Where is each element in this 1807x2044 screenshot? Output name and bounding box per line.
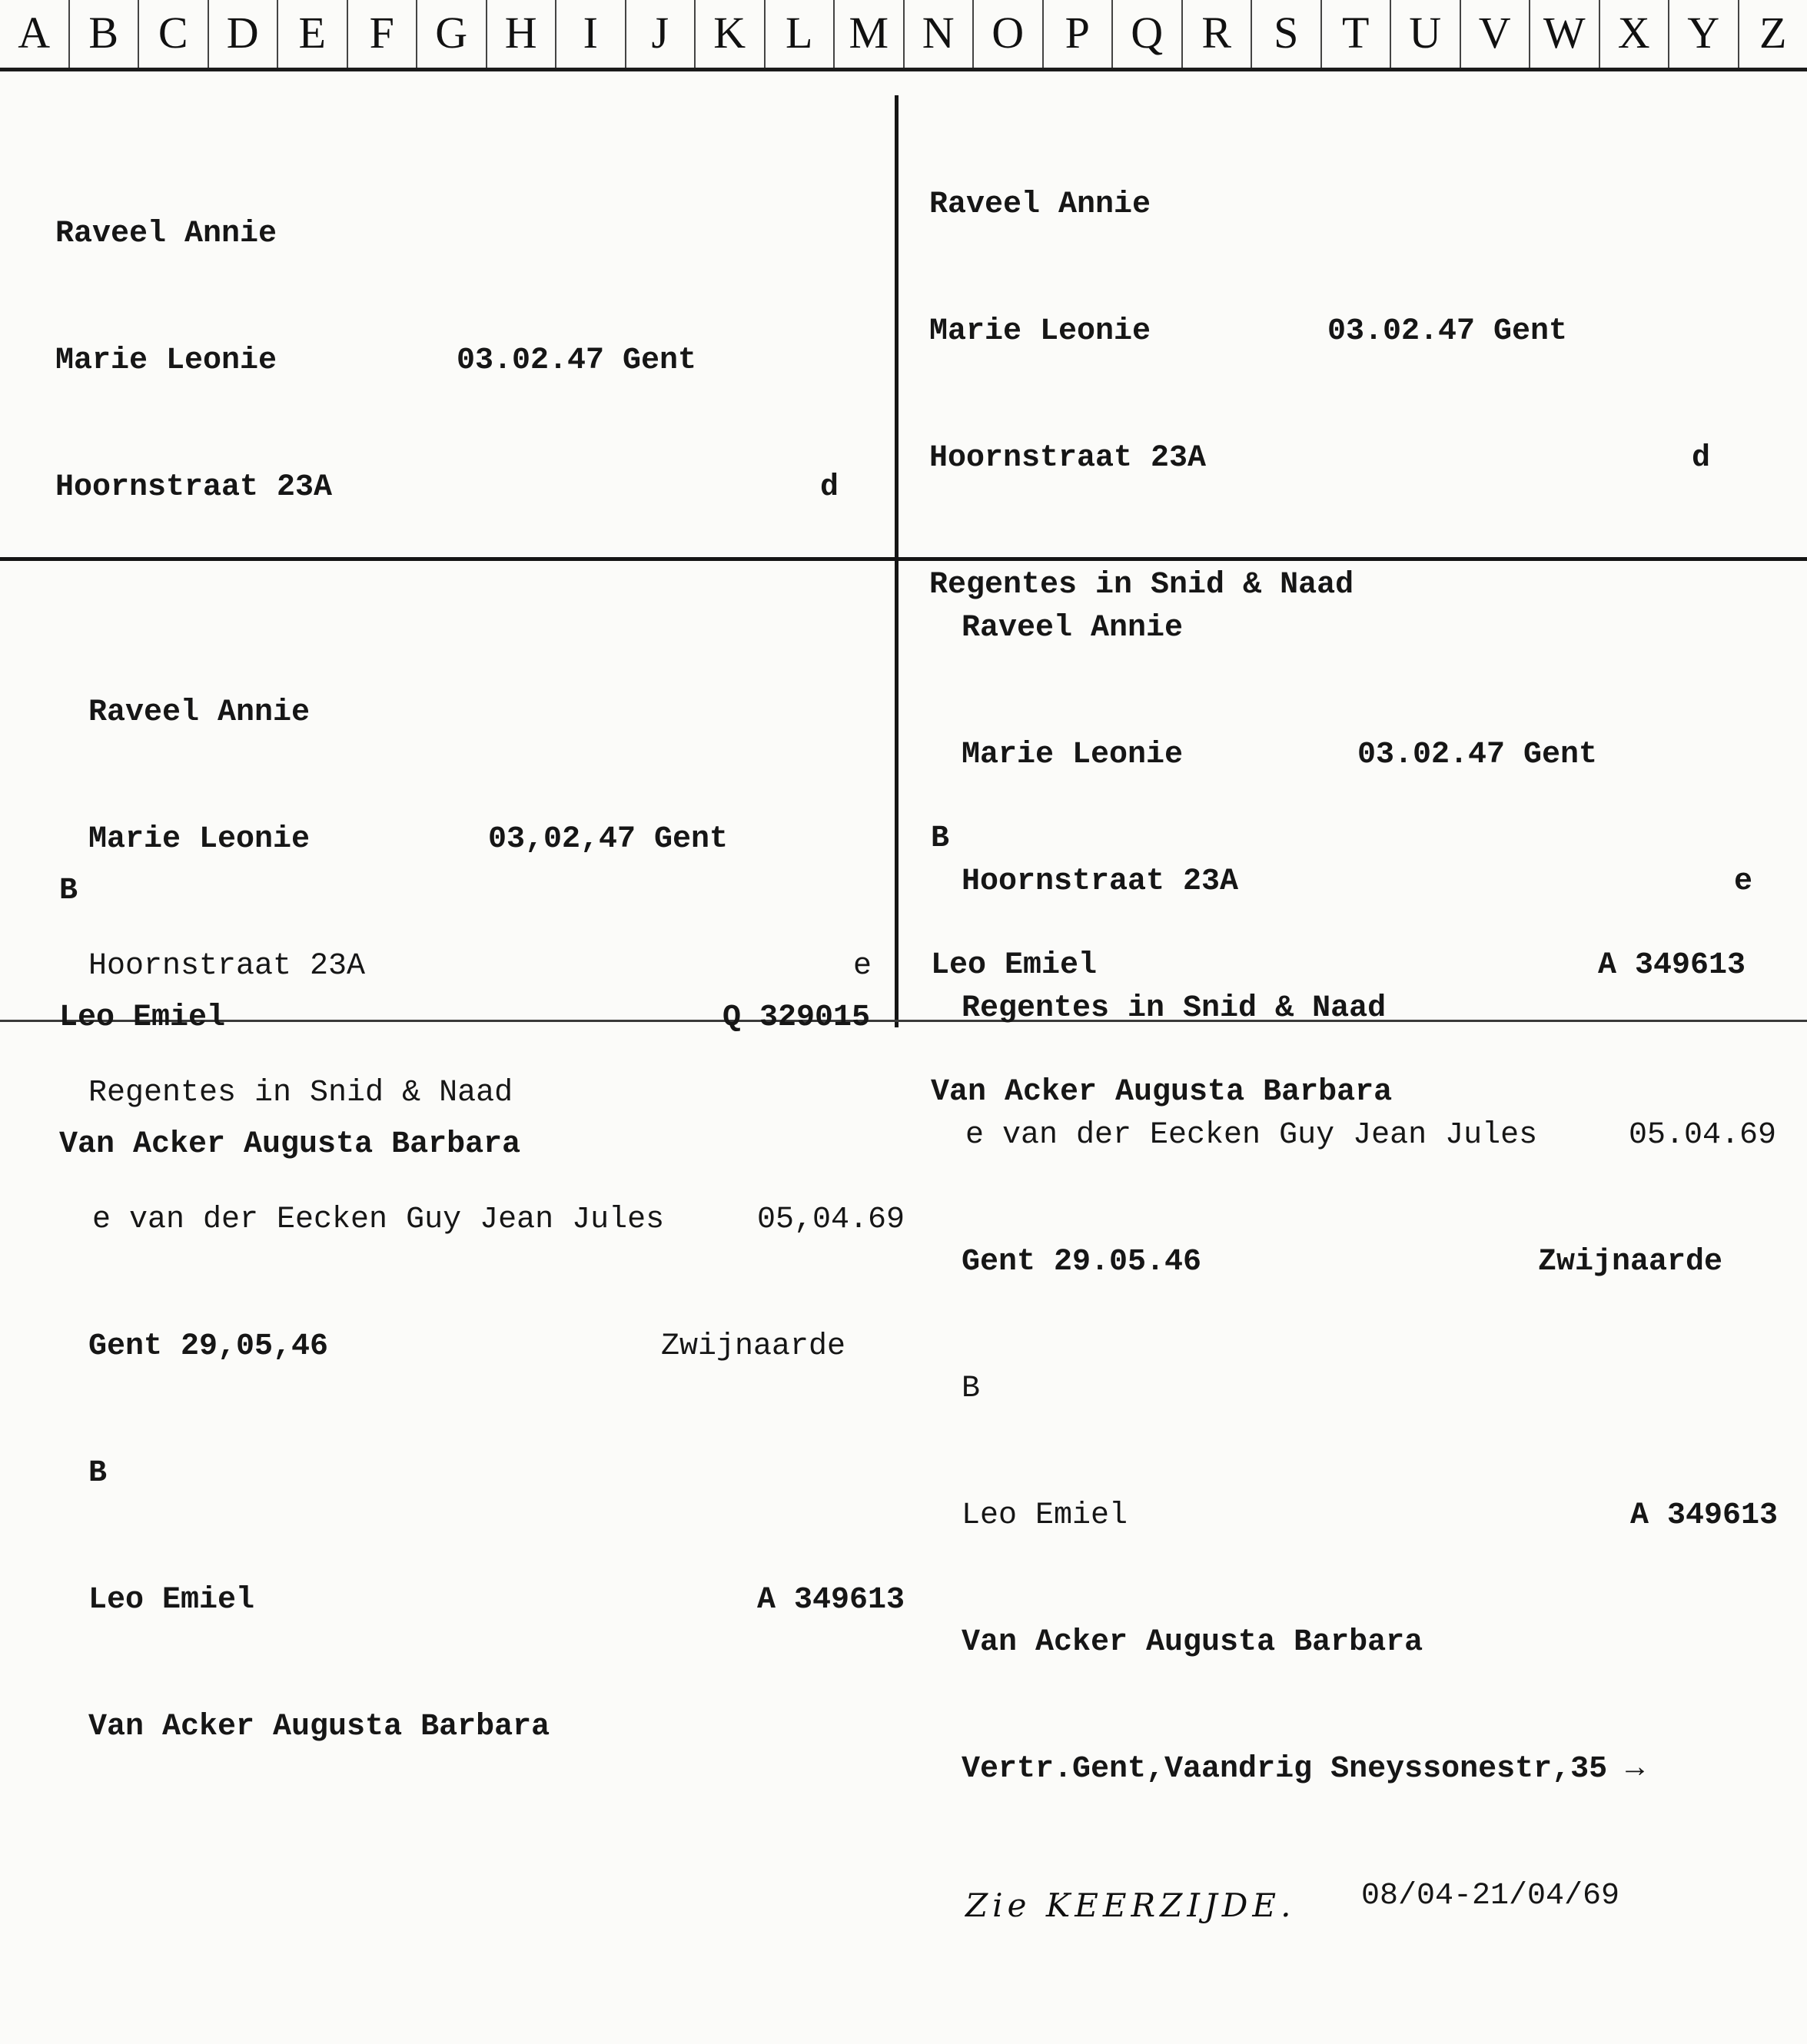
alpha-tab-n[interactable]: N — [905, 0, 975, 68]
spouse-name: e van der Eecken Guy Jean Jules — [965, 1114, 1537, 1156]
section-code: B — [88, 1452, 107, 1495]
occupation-line — [962, 987, 1799, 1030]
marriage-date: 05,04.69 — [757, 1199, 905, 1241]
birth-date-place: 03,02,47 Gent — [488, 818, 728, 861]
alpha-tab-x[interactable]: X — [1600, 0, 1670, 68]
address-line — [962, 861, 1799, 903]
address: Hoornstraat 23A — [929, 437, 1206, 479]
father-name: Leo Emiel — [88, 1579, 254, 1621]
address: Hoornstraat 23A — [88, 945, 365, 987]
given-names: Marie Leonie — [55, 340, 277, 382]
alpha-tab-z[interactable]: Z — [1739, 0, 1807, 68]
alpha-tab-k[interactable]: K — [696, 0, 766, 68]
alpha-tab-m[interactable]: M — [835, 0, 905, 68]
spouse-place: Zwijnaarde — [1538, 1241, 1722, 1283]
alpha-tab-c[interactable]: C — [139, 0, 209, 68]
handwritten-note: Zie KEERZIJDE. — [965, 1884, 1295, 1926]
alpha-tab-f[interactable]: F — [348, 0, 418, 68]
departure-line — [962, 1748, 1799, 1790]
alpha-tab-i[interactable]: I — [556, 0, 626, 68]
father-name: Leo Emiel — [59, 997, 225, 1039]
section-code: B — [962, 1368, 980, 1410]
person-name: Raveel Annie — [55, 213, 277, 255]
status-code: d — [820, 466, 839, 509]
occupation: Regentes in Snid & Naad — [929, 564, 1354, 606]
status-code: e — [853, 945, 872, 987]
spouse-place: Zwijnaarde — [661, 1326, 845, 1368]
section-line — [88, 1452, 895, 1495]
reference-number: A 349613 — [757, 1579, 905, 1621]
status-code: e — [1734, 861, 1752, 903]
record-card-top-right[interactable] — [929, 99, 1790, 529]
marriage-date: 05.04.69 — [1629, 1114, 1776, 1156]
section-line — [962, 1368, 1799, 1410]
address-line — [55, 466, 885, 509]
reference-number: A 349613 — [1630, 1495, 1778, 1537]
given-names: Marie Leonie — [88, 818, 310, 861]
reference-number: Q 329015 — [722, 997, 870, 1039]
occupation: Regentes in Snid & Naad — [88, 1072, 513, 1114]
spouse-birth: Gent 29,05,46 — [88, 1326, 328, 1368]
alpha-tab-w[interactable]: W — [1530, 0, 1600, 68]
mother-name: Van Acker Augusta Barbara — [962, 1621, 1423, 1664]
reference-number: A 349613 — [1598, 944, 1746, 987]
alpha-tab-j[interactable]: J — [626, 0, 696, 68]
status-code: d — [1692, 437, 1710, 479]
mother-name: Van Acker Augusta Barbara — [931, 1071, 1392, 1113]
address-line — [88, 945, 895, 987]
given-names-line — [929, 310, 1790, 353]
spouse-birth-line — [962, 1241, 1799, 1283]
name-line — [55, 213, 885, 255]
given-names: Marie Leonie — [929, 310, 1151, 353]
father-name: Leo Emiel — [931, 944, 1097, 987]
occupation: Regentes in Snid & Naad — [962, 987, 1386, 1030]
period-dates: 08/04-21/04/69 — [1361, 1875, 1619, 1917]
note-line — [962, 1875, 1799, 1917]
address-line — [929, 437, 1790, 479]
address: Hoornstraat 23A — [55, 466, 332, 509]
record-card-top-left[interactable] — [55, 128, 885, 543]
alpha-tab-e[interactable]: E — [278, 0, 348, 68]
given-names-line — [88, 818, 895, 861]
name-line — [929, 184, 1790, 226]
alpha-tab-o[interactable]: O — [974, 0, 1044, 68]
father-line — [962, 1495, 1799, 1537]
alpha-tab-d[interactable]: D — [209, 0, 279, 68]
given-names-line — [962, 734, 1799, 776]
alpha-tab-r[interactable]: R — [1183, 0, 1253, 68]
birth-date-place: 03.02.47 Gent — [1327, 310, 1567, 353]
alpha-tab-h[interactable]: H — [487, 0, 557, 68]
section-code: B — [59, 870, 78, 912]
given-names: Marie Leonie — [962, 734, 1183, 776]
person-name: Raveel Annie — [962, 607, 1183, 649]
spouse-name: e van der Eecken Guy Jean Jules — [92, 1199, 664, 1241]
alpha-tab-y[interactable]: Y — [1669, 0, 1739, 68]
father-line — [88, 1579, 895, 1621]
alpha-tab-b[interactable]: B — [70, 0, 140, 68]
record-card-bottom-left[interactable] — [88, 607, 895, 991]
spouse-birth-line — [88, 1326, 895, 1368]
alpha-tab-q[interactable]: Q — [1113, 0, 1183, 68]
alpha-tab-l[interactable]: L — [766, 0, 835, 68]
alpha-tab-v[interactable]: V — [1461, 0, 1531, 68]
alpha-tab-g[interactable]: G — [417, 0, 487, 68]
name-line — [88, 692, 895, 734]
mother-line — [962, 1621, 1799, 1664]
person-name: Raveel Annie — [88, 692, 310, 734]
person-name: Raveel Annie — [929, 184, 1151, 226]
name-line — [962, 607, 1799, 649]
departure-address: Vertr.Gent,Vaandrig Sneyssonestr,35 → — [962, 1748, 1644, 1790]
occupation-line — [88, 1072, 895, 1114]
birth-date-place: 03.02.47 Gent — [457, 340, 696, 382]
spouse-line — [88, 1199, 895, 1241]
alpha-tab-p[interactable]: P — [1044, 0, 1114, 68]
mother-line — [88, 1706, 895, 1748]
mother-line — [929, 1071, 1790, 1113]
record-card-bottom-right[interactable] — [962, 523, 1799, 1014]
section-code: B — [931, 818, 949, 860]
alphabet-strip-baseline — [0, 68, 1807, 71]
mother-line — [55, 1123, 885, 1166]
birth-date-place: 03.02.47 Gent — [1357, 734, 1597, 776]
given-names-line — [55, 340, 885, 382]
mother-name: Van Acker Augusta Barbara — [88, 1706, 550, 1748]
mother-name: Van Acker Augusta Barbara — [59, 1123, 520, 1166]
alpha-tab-t[interactable]: T — [1322, 0, 1392, 68]
alpha-tab-s[interactable]: S — [1252, 0, 1322, 68]
father-name: Leo Emiel — [962, 1495, 1128, 1537]
alpha-tab-u[interactable]: U — [1391, 0, 1461, 68]
spouse-birth: Gent 29.05.46 — [962, 1241, 1201, 1283]
alpha-tab-a[interactable]: A — [0, 0, 70, 68]
spouse-line — [962, 1114, 1799, 1156]
address: Hoornstraat 23A — [962, 861, 1238, 903]
